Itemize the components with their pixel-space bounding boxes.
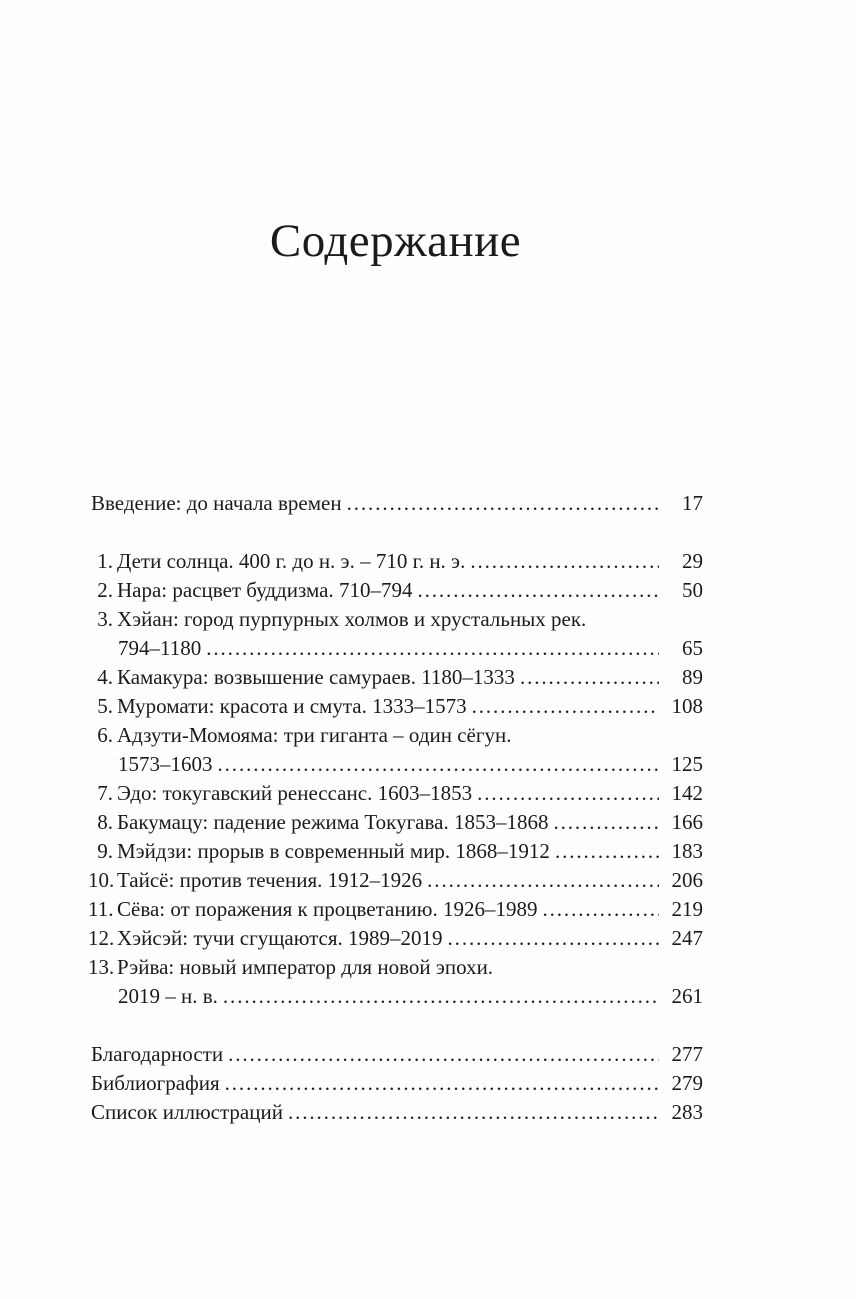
toc-entry-chapter-8	[88, 808, 703, 837]
chapter-title: Нара: расцвет буддизма. 710–794	[117, 578, 413, 602]
chapter-number: 13.	[88, 955, 115, 979]
chapter-title-continuation: 794–1180	[118, 636, 202, 660]
toc-entry-chapter-3-continuation	[88, 634, 703, 663]
chapter-number: 9.	[97, 839, 113, 863]
toc-entry-chapter-13	[88, 953, 703, 982]
dot-leader	[472, 692, 659, 721]
chapter-number: 6.	[97, 723, 113, 747]
chapter-number: 10.	[88, 868, 115, 892]
page-number: 50	[682, 578, 703, 602]
toc-entry-chapter-4	[88, 663, 703, 692]
dot-leader	[228, 1040, 659, 1069]
dot-leader	[520, 663, 659, 692]
chapter-number: 11.	[88, 897, 114, 921]
dot-leader	[417, 576, 659, 605]
dot-leader	[427, 866, 659, 895]
dot-leader	[470, 547, 659, 576]
chapter-number: 12.	[88, 926, 115, 950]
page-number: 219	[671, 897, 703, 921]
page-number: 29	[682, 549, 703, 573]
dot-leader	[477, 779, 659, 808]
chapter-number: 3.	[97, 607, 113, 631]
toc-entry-acknowledgements	[88, 1040, 703, 1069]
dot-leader	[223, 982, 659, 1011]
chapter-title: Мэйдзи: прорыв в современный мир. 1868–1912	[117, 839, 550, 863]
toc-entry-chapter-10	[88, 866, 703, 895]
dot-leader	[218, 750, 660, 779]
chapter-number: 5.	[97, 694, 113, 718]
dot-leader	[555, 837, 659, 866]
toc-entry-chapter-6	[88, 721, 703, 750]
page-number: 65	[682, 636, 703, 660]
toc-entry-chapter-11	[88, 895, 703, 924]
page-number: 89	[682, 665, 703, 689]
page-number: 283	[671, 1100, 703, 1124]
page-number: 183	[671, 839, 703, 863]
entry-label: Введение: до начала времен	[91, 491, 342, 515]
entry-label: Благодарности	[91, 1042, 224, 1066]
page-number: 166	[671, 810, 703, 834]
toc-entry-chapter-6-continuation	[88, 750, 703, 779]
toc-entry-intro	[88, 489, 703, 518]
chapter-title: Адзути-Момояма: три гиганта – один сёгун.	[117, 723, 512, 747]
chapter-number: 8.	[97, 810, 113, 834]
blank-line	[88, 1011, 703, 1040]
chapter-title: Рэйва: новый император для новой эпохи.	[117, 955, 494, 979]
chapter-title: Тайсё: против течения. 1912–1926	[117, 868, 423, 892]
toc-entry-chapter-9	[88, 837, 703, 866]
chapter-title: Хэйсэй: тучи сгущаются. 1989–2019	[117, 926, 443, 950]
dot-leader	[225, 1069, 659, 1098]
page-number: 108	[671, 694, 703, 718]
chapter-title: Эдо: токугавский ренессанс. 1603–1853	[117, 781, 473, 805]
toc-entry-list-of-illustrations	[88, 1098, 703, 1127]
entry-label: Список иллюстраций	[91, 1100, 283, 1124]
toc-entry-chapter-1	[88, 547, 703, 576]
chapter-number: 1.	[97, 549, 113, 573]
chapter-number: 4.	[97, 665, 113, 689]
toc-entry-chapter-2	[88, 576, 703, 605]
toc-entry-bibliography	[88, 1069, 703, 1098]
page-number: 142	[671, 781, 703, 805]
toc-entry-chapter-13-continuation	[88, 982, 703, 1011]
dot-leader	[542, 895, 659, 924]
dot-leader	[347, 489, 659, 518]
chapter-number: 7.	[97, 781, 113, 805]
toc-entry-chapter-7	[88, 779, 703, 808]
page-number: 206	[671, 868, 703, 892]
page-number: 247	[671, 926, 703, 950]
chapter-title: Дети солнца. 400 г. до н. э. – 710 г. н. э.	[117, 549, 466, 573]
dot-leader	[206, 634, 659, 663]
page-number: 125	[671, 752, 703, 776]
table-of-contents	[88, 489, 703, 1127]
chapter-title: Хэйан: город пурпурных холмов и хрустальных рек.	[117, 607, 587, 631]
page-number: 261	[671, 984, 703, 1008]
page-number: 279	[671, 1071, 703, 1095]
entry-label: Библиография	[91, 1071, 220, 1095]
page-number: 277	[671, 1042, 703, 1066]
dot-leader	[288, 1098, 659, 1127]
chapter-number: 2.	[97, 578, 113, 602]
chapter-title-continuation: 2019 – н. в.	[118, 984, 218, 1008]
dot-leader	[553, 808, 659, 837]
toc-entry-chapter-3	[88, 605, 703, 634]
toc-entry-chapter-12	[88, 924, 703, 953]
chapter-title: Бакумацу: падение режима Токугава. 1853–1868	[117, 810, 549, 834]
page-title: Содержание	[269, 215, 522, 267]
chapter-title: Камакура: возвышение самураев. 1180–1333	[117, 665, 515, 689]
page-number: 17	[682, 491, 703, 515]
toc-entry-chapter-5	[88, 692, 703, 721]
blank-line	[88, 518, 703, 547]
chapter-title: Муромати: красота и смута. 1333–1573	[117, 694, 467, 718]
dot-leader	[448, 924, 659, 953]
chapter-title-continuation: 1573–1603	[118, 752, 213, 776]
chapter-title: Сёва: от поражения к процветанию. 1926–1989	[117, 897, 538, 921]
